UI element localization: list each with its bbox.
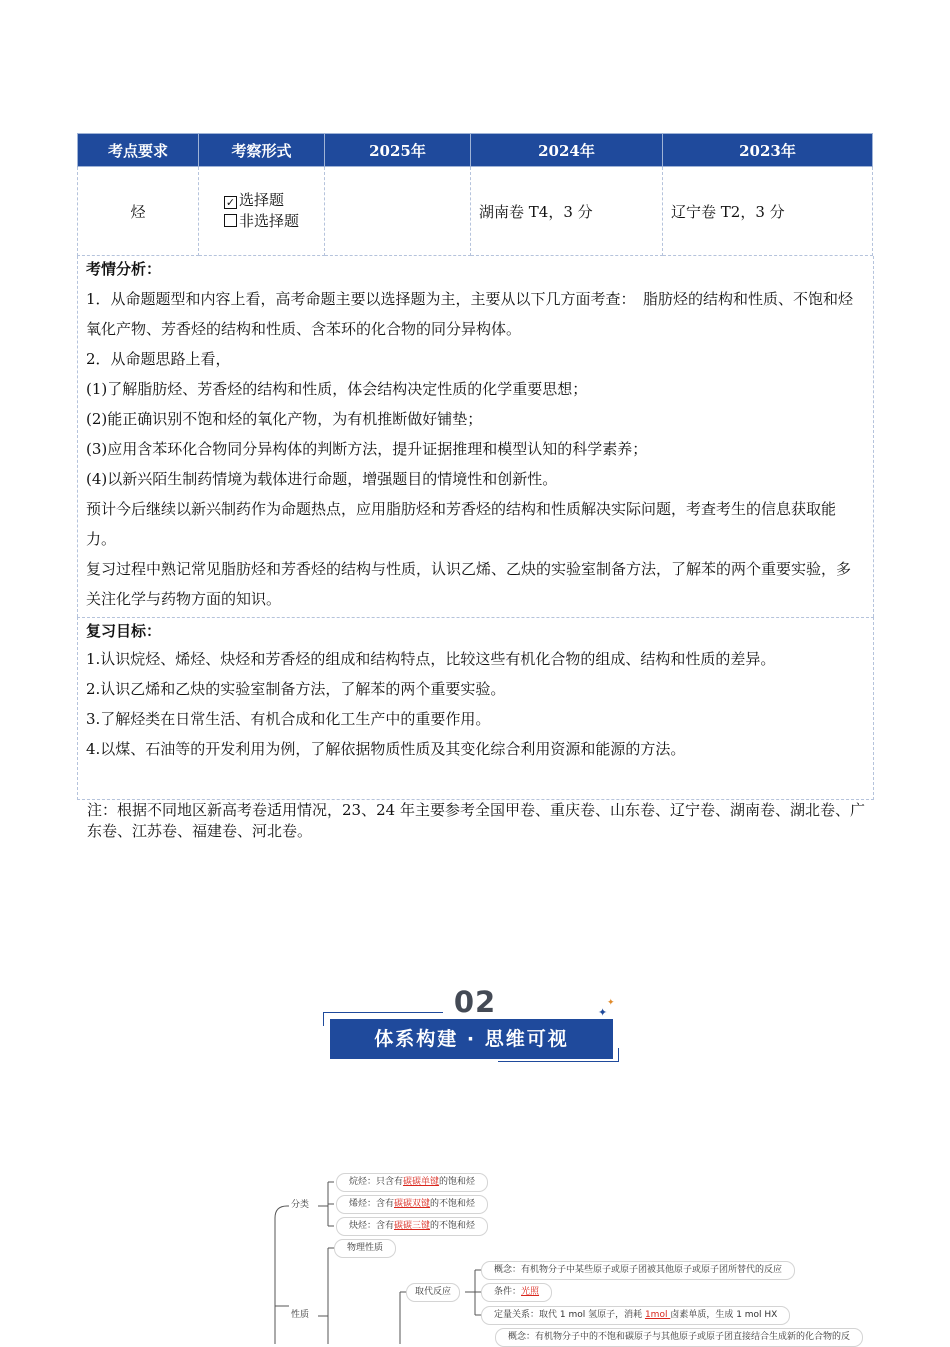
goal-item: 1.认识烷烃、烯烃、炔烃和芳香烃的组成和结构特点，比较这些有机化合物的组成、结构和性质的差异。 bbox=[86, 650, 776, 668]
node-classify bbox=[291, 1197, 309, 1214]
node-sub-quant bbox=[481, 1306, 790, 1325]
alkane-pre: 烷烃：只含有 bbox=[349, 1177, 404, 1187]
unchecked-box-icon bbox=[224, 214, 237, 227]
analysis-paragraph: 预计今后继续以新兴制药作为命题热点，应用脂肪烃和芳香烃的结构和性质解决实际问题，考查考生的信息获取能力。 bbox=[86, 500, 837, 548]
alkene-pre: 烯烃：含有 bbox=[349, 1199, 395, 1209]
alkyne-pre: 炔烃：含有 bbox=[349, 1221, 395, 1231]
node-substitution-label: 取代反应 bbox=[415, 1287, 452, 1297]
table-header-row bbox=[78, 134, 873, 167]
node-alkane bbox=[336, 1173, 488, 1192]
goals-title: 复习目标： bbox=[86, 622, 162, 640]
alkyne-key: 碳碳三键 bbox=[394, 1221, 431, 1231]
header-form: 考察形式 bbox=[199, 134, 325, 167]
alkane-post: 的饱和烃 bbox=[439, 1177, 476, 1187]
alkene-post: 的不饱和烃 bbox=[430, 1199, 476, 1209]
analysis-paragraph: (2)能正确识别不饱和烃的氧化产物，为有机推断做好铺垫； bbox=[86, 410, 483, 428]
analysis-title: 考情分析： bbox=[86, 260, 162, 278]
header-2025: 2025年 bbox=[325, 134, 471, 167]
node-properties bbox=[291, 1307, 309, 1324]
cell-2023: 辽宁卷 T2，3 分 bbox=[663, 167, 873, 256]
analysis-paragraph: 2．从命题思路上看， bbox=[86, 350, 231, 368]
node-add-concept bbox=[495, 1328, 863, 1347]
sparkle-icon: ✦ bbox=[607, 998, 615, 1008]
sub-condition-pre: 条件： bbox=[494, 1287, 522, 1297]
sub-quant-post: 卤素单质，生成 1 mol HX bbox=[670, 1310, 778, 1320]
analysis-paragraph: (1)了解脂肪烃、芳香烃的结构和性质，体会结构决定性质的化学重要思想； bbox=[86, 380, 588, 398]
node-sub-condition bbox=[481, 1283, 552, 1302]
analysis-paragraph: 复习过程中熟记常见脂肪烃和芳香烃的结构与性质，认识乙烯、乙炔的实验室制备方法，了解苯的两个重要实验，多关注化学与药物方面的知识。 bbox=[86, 560, 852, 608]
node-sub-concept bbox=[481, 1261, 795, 1280]
analysis-paragraph: 1．从命题题型和内容上看，高考命题主要以选择题为主，主要从以下几方面考查： 脂肪烃的结构和性质、不饱和烃氧化产物、芳香烃的结构和性质、含苯环的化合物的同分异构体。 bbox=[86, 290, 854, 338]
section-number: 02 bbox=[453, 985, 497, 1019]
sub-condition-key: 光照 bbox=[521, 1287, 540, 1297]
alkane-key: 碳碳单键 bbox=[403, 1177, 440, 1187]
checked-box-icon: ✓ bbox=[225, 196, 236, 209]
cell-2025 bbox=[325, 167, 471, 256]
sub-quant-key: 1mol bbox=[644, 1310, 671, 1320]
sub-quant-pre: 定量关系：取代 1 mol 氢原子，消耗 bbox=[494, 1310, 645, 1320]
node-classify-label: 分类 bbox=[291, 1200, 310, 1210]
sparkle-icon: ✦ bbox=[598, 1006, 608, 1019]
alkene-key: 碳碳双键 bbox=[394, 1199, 431, 1209]
mind-map bbox=[0, 1160, 950, 1344]
cell-topic: 烃 bbox=[78, 167, 199, 256]
node-substitution bbox=[406, 1283, 460, 1302]
alkyne-post: 的不饱和烃 bbox=[430, 1221, 476, 1231]
cell-2024: 湖南卷 T4，3 分 bbox=[471, 167, 663, 256]
header-2024: 2024年 bbox=[471, 134, 663, 167]
analysis-section bbox=[77, 256, 874, 617]
cell-form bbox=[199, 167, 325, 256]
goal-item: 4.以煤、石油等的开发利用为例，了解依据物质性质及其变化综合利用资源和能源的方法。 bbox=[86, 740, 686, 758]
checkbox-choice bbox=[224, 191, 284, 209]
table-row bbox=[78, 167, 873, 256]
checkbox-nonchoice bbox=[224, 212, 299, 230]
add-concept-text: 概念：有机物分子中的不饱和碳原子与其他原子或原子团直接结合生成新的化合物的反 bbox=[508, 1332, 851, 1342]
sub-concept-text: 概念：有机物分子中某些原子或原子团被其他原子或原子团所替代的反应 bbox=[494, 1265, 783, 1275]
exam-table bbox=[77, 133, 873, 256]
node-properties-label: 性质 bbox=[291, 1310, 310, 1320]
choice-label: 选择题 bbox=[238, 191, 284, 209]
nonchoice-label: 非选择题 bbox=[238, 212, 299, 230]
goals-section bbox=[77, 617, 874, 800]
node-alkene bbox=[336, 1195, 488, 1214]
source-note: 注：根据不同地区新高考卷适用情况，23、24 年主要参考全国甲卷、重庆卷、山东卷、辽宁卷、湖南卷、湖北卷、广东卷、江苏卷、福建卷、河北卷。 bbox=[87, 801, 865, 840]
node-physical bbox=[334, 1239, 396, 1258]
goal-item: 2.认识乙烯和乙炔的实验室制备方法，了解苯的两个重要实验。 bbox=[86, 680, 506, 698]
section-banner-title: 体系构建 · 思维可视 bbox=[330, 1019, 613, 1059]
analysis-paragraph: (3)应用含苯环化合物同分异构体的判断方法，提升证据推理和模型认知的科学素养； bbox=[86, 440, 648, 458]
goal-item: 3.了解烃类在日常生活、有机合成和化工生产中的重要作用。 bbox=[86, 710, 491, 728]
node-alkyne bbox=[336, 1217, 488, 1236]
header-2023: 2023年 bbox=[663, 134, 873, 167]
header-requirement: 考点要求 bbox=[78, 134, 199, 167]
analysis-paragraph: (4)以新兴陌生制药情境为载体进行命题，增强题目的情境性和创新性。 bbox=[86, 470, 558, 488]
node-physical-label: 物理性质 bbox=[347, 1243, 384, 1253]
